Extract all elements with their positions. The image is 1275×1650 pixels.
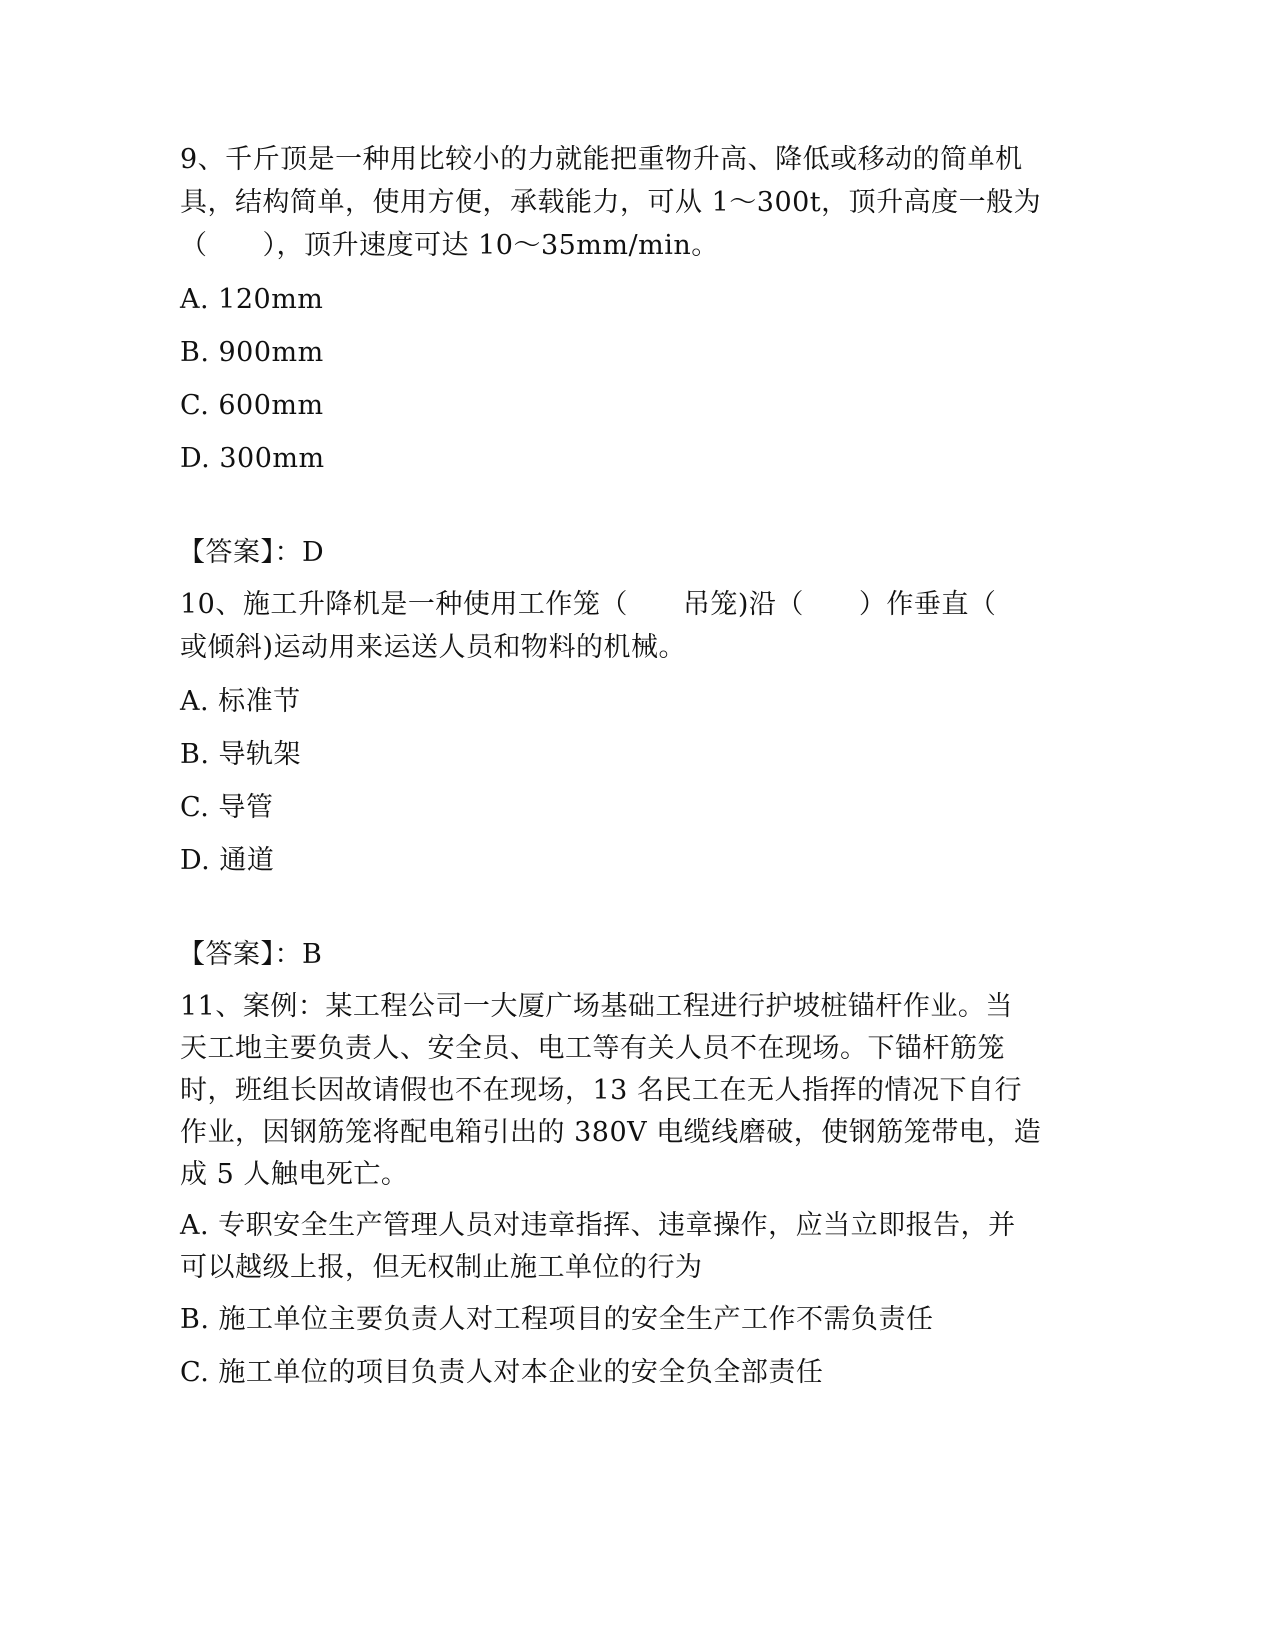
question-stem-line: （ ），顶升速度可达 10～35mm/min。 [180, 230, 719, 261]
option-a: A. 120mm [180, 284, 324, 315]
option-a: A. 专职安全生产管理人员对违章指挥、违章操作，应当立即报告，并 [180, 1210, 1016, 1241]
answer-label: 【答案】：B [178, 939, 323, 970]
question-stem-line: 10、施工升降机是一种使用工作笼（ 吊笼)沿（ ）作垂直（ [180, 589, 997, 620]
question-stem-line: 9、千斤顶是一种用比较小的力就能把重物升高、降低或移动的简单机 [180, 144, 1023, 175]
question-stem-line: 11、案例：某工程公司一大厦广场基础工程进行护坡桩锚杆作业。当 [180, 991, 1013, 1022]
option-a: A. 标准节 [180, 686, 301, 717]
answer-label: 【答案】：D [178, 537, 325, 568]
question-stem-line: 时，班组长因故请假也不在现场，13 名民工在无人指挥的情况下自行 [180, 1075, 1022, 1106]
option-b: B. 导轨架 [180, 739, 302, 770]
question-stem-line: 作业，因钢筋笼将配电箱引出的 380V 电缆线磨破，使钢筋笼带电，造 [180, 1117, 1042, 1148]
option-c: C. 导管 [180, 792, 274, 823]
question-stem-line: 天工地主要负责人、安全员、电工等有关人员不在现场。下锚杆筋笼 [180, 1033, 1005, 1064]
question-stem-line: 或倾斜)运动用来运送人员和物料的机械。 [180, 632, 687, 663]
option-b: B. 900mm [180, 337, 324, 368]
question-stem-line: 具，结构简单，使用方便，承载能力，可从 1～300t，顶升高度一般为 [180, 187, 1042, 218]
option-c: C. 600mm [180, 390, 324, 421]
option-b: B. 施工单位主要负责人对工程项目的安全生产工作不需负责任 [180, 1304, 934, 1335]
option-c: C. 施工单位的项目负责人对本企业的安全负全部责任 [180, 1357, 824, 1388]
question-stem-line: 成 5 人触电死亡。 [180, 1159, 409, 1190]
option-d: D. 通道 [180, 845, 275, 876]
option-d: D. 300mm [180, 443, 325, 474]
option-a-continued: 可以越级上报，但无权制止施工单位的行为 [180, 1252, 703, 1283]
